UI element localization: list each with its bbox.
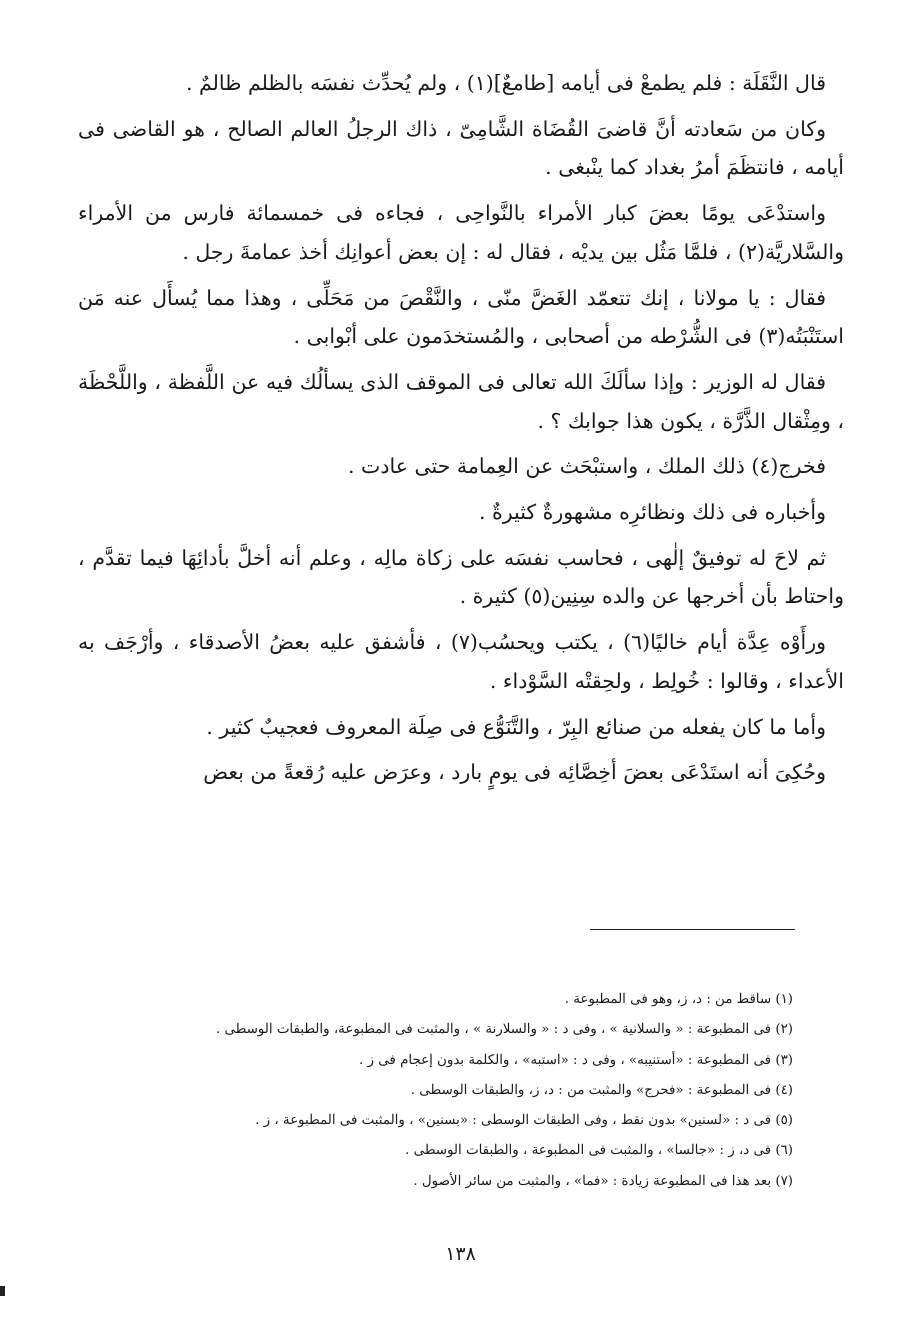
- footnote: (٥) فى د : «لسنين» بدون نقط ، وفى الطبقات الوسطى : «بسنين» ، والمثبت فى المطبوعة ، ز .: [255, 1113, 793, 1129]
- footnote: (٣) فى المطبوعة : «أستنيبه» ، وفى د : «استبه» ، والكلمة بدون إعجام فى ز .: [359, 1052, 793, 1068]
- footnote: (٤) فى المطبوعة : «فحرج» والمثبت من : د، ز، والطبقات الوسطى .: [410, 1082, 793, 1098]
- paragraph: ثم لاحَ له توفيقٌ إلٰهى ، فحاسب نفسَه على زكاة مالِه ، وعلم أنه أخلَّ بأدائِهَا فيما تقدَّم ، واحتاط بأن أخرجها عن والده سِنِين(٥) كثيرة .: [78, 545, 844, 609]
- paragraph: وأخباره فى ذلك ونظائرِه مشهورةٌ كثيرةٌ .: [478, 500, 826, 525]
- footnote: (٦) فى د، ز : «جالسا» ، والمثبت فى المطبوعة ، والطبقات الوسطى .: [405, 1143, 793, 1159]
- paragraph: واستدْعَى يومًا بعضَ كبار الأمراء بالنَّواحِى ، فجاءه فى خمسمائة فارس من الأمراء والسَّلاريَّة(٢) ، فلمَّا مَثُل بين يديْه ، فقال له : إن بعض أعوانِك أخذ عمامةَ رجل .: [78, 201, 844, 264]
- paragraph: وحُكِىَ أنه استَدْعَى بعضَ أخِصَّائِه فى يومٍ بارد ، وعرَض عليه رُقعةً من بعض: [203, 760, 826, 785]
- main-text: [78, 64, 844, 799]
- paragraph: فخرج(٤) ذلك الملك ، واستبْحَث عن العِمامة حتى عادت .: [348, 454, 826, 479]
- paragraph: ورأَوْه عِدَّة أيام خاليًا(٦) ، يكتب ويحسُب(٧) ، فأشفق عليه بعضُ الأصدقاء ، وأرْجَف به الأعداء ، وقالوا : خُولِط ، ولحِقتْه السَّوْداء .: [78, 630, 844, 693]
- footnote: (٢) فى المطبوعة : « والسلانية » ، وفى د : « والسلارنة » ، والمثبت فى المطبوعة، والطبقات الوسطى .: [215, 1022, 793, 1038]
- footnote-separator: [590, 929, 795, 930]
- paragraph: وكان من سَعادته أنَّ قاضىَ القُضَاة الشَّامِىّ ، ذاك الرجلُ العالم الصالح ، هو القاضى فى أيامه ، فانتظَمَ أمرُ بغداد كما ينْبغى .: [78, 116, 844, 180]
- footnote: (١) ساقط من : د، ز، وهو فى المطبوعة .: [564, 992, 793, 1007]
- page-number: ١٣٨: [445, 1243, 476, 1265]
- footnotes: [93, 985, 793, 1197]
- paragraph: قال النَّقَلَة : فلم يطمعْ فى أيامه [طامعٌ](١) ، ولم يُحدِّث نفسَه بالظلم ظالمٌ .: [185, 71, 826, 95]
- paragraph: فقال : يا مولانا ، إنك تتعمّد الغَضَّ منّى ، والنَّقْصَ من مَحَلِّى ، وهذا مما يُسأَل عنه مَن استَنْبَتُه(٣) فى الشُّرْطه من أصحابى ، والمُستخدَمون على أبْوابى .: [78, 285, 844, 349]
- paragraph: وأما ما كان يفعله من صنائع البِرّ ، والتَّنَوُّع فى صِلَة المعروف فعجيبٌ كثير .: [206, 714, 826, 739]
- footnote: (٧) بعد هذا فى المطبوعة زيادة : «فما» ، والمثبت من سائر الأصول .: [413, 1173, 793, 1189]
- paragraph: فقال له الوزير : وإذا سألَكَ الله تعالى فى الموقف الذى يسألُك فيه عن اللَّفظة ، واللَّحْظَة ، ومِثْقال الذَّرَّة ، يكون هذا جوابك ؟ .: [78, 369, 844, 433]
- scan-edge-mark: [0, 1286, 5, 1296]
